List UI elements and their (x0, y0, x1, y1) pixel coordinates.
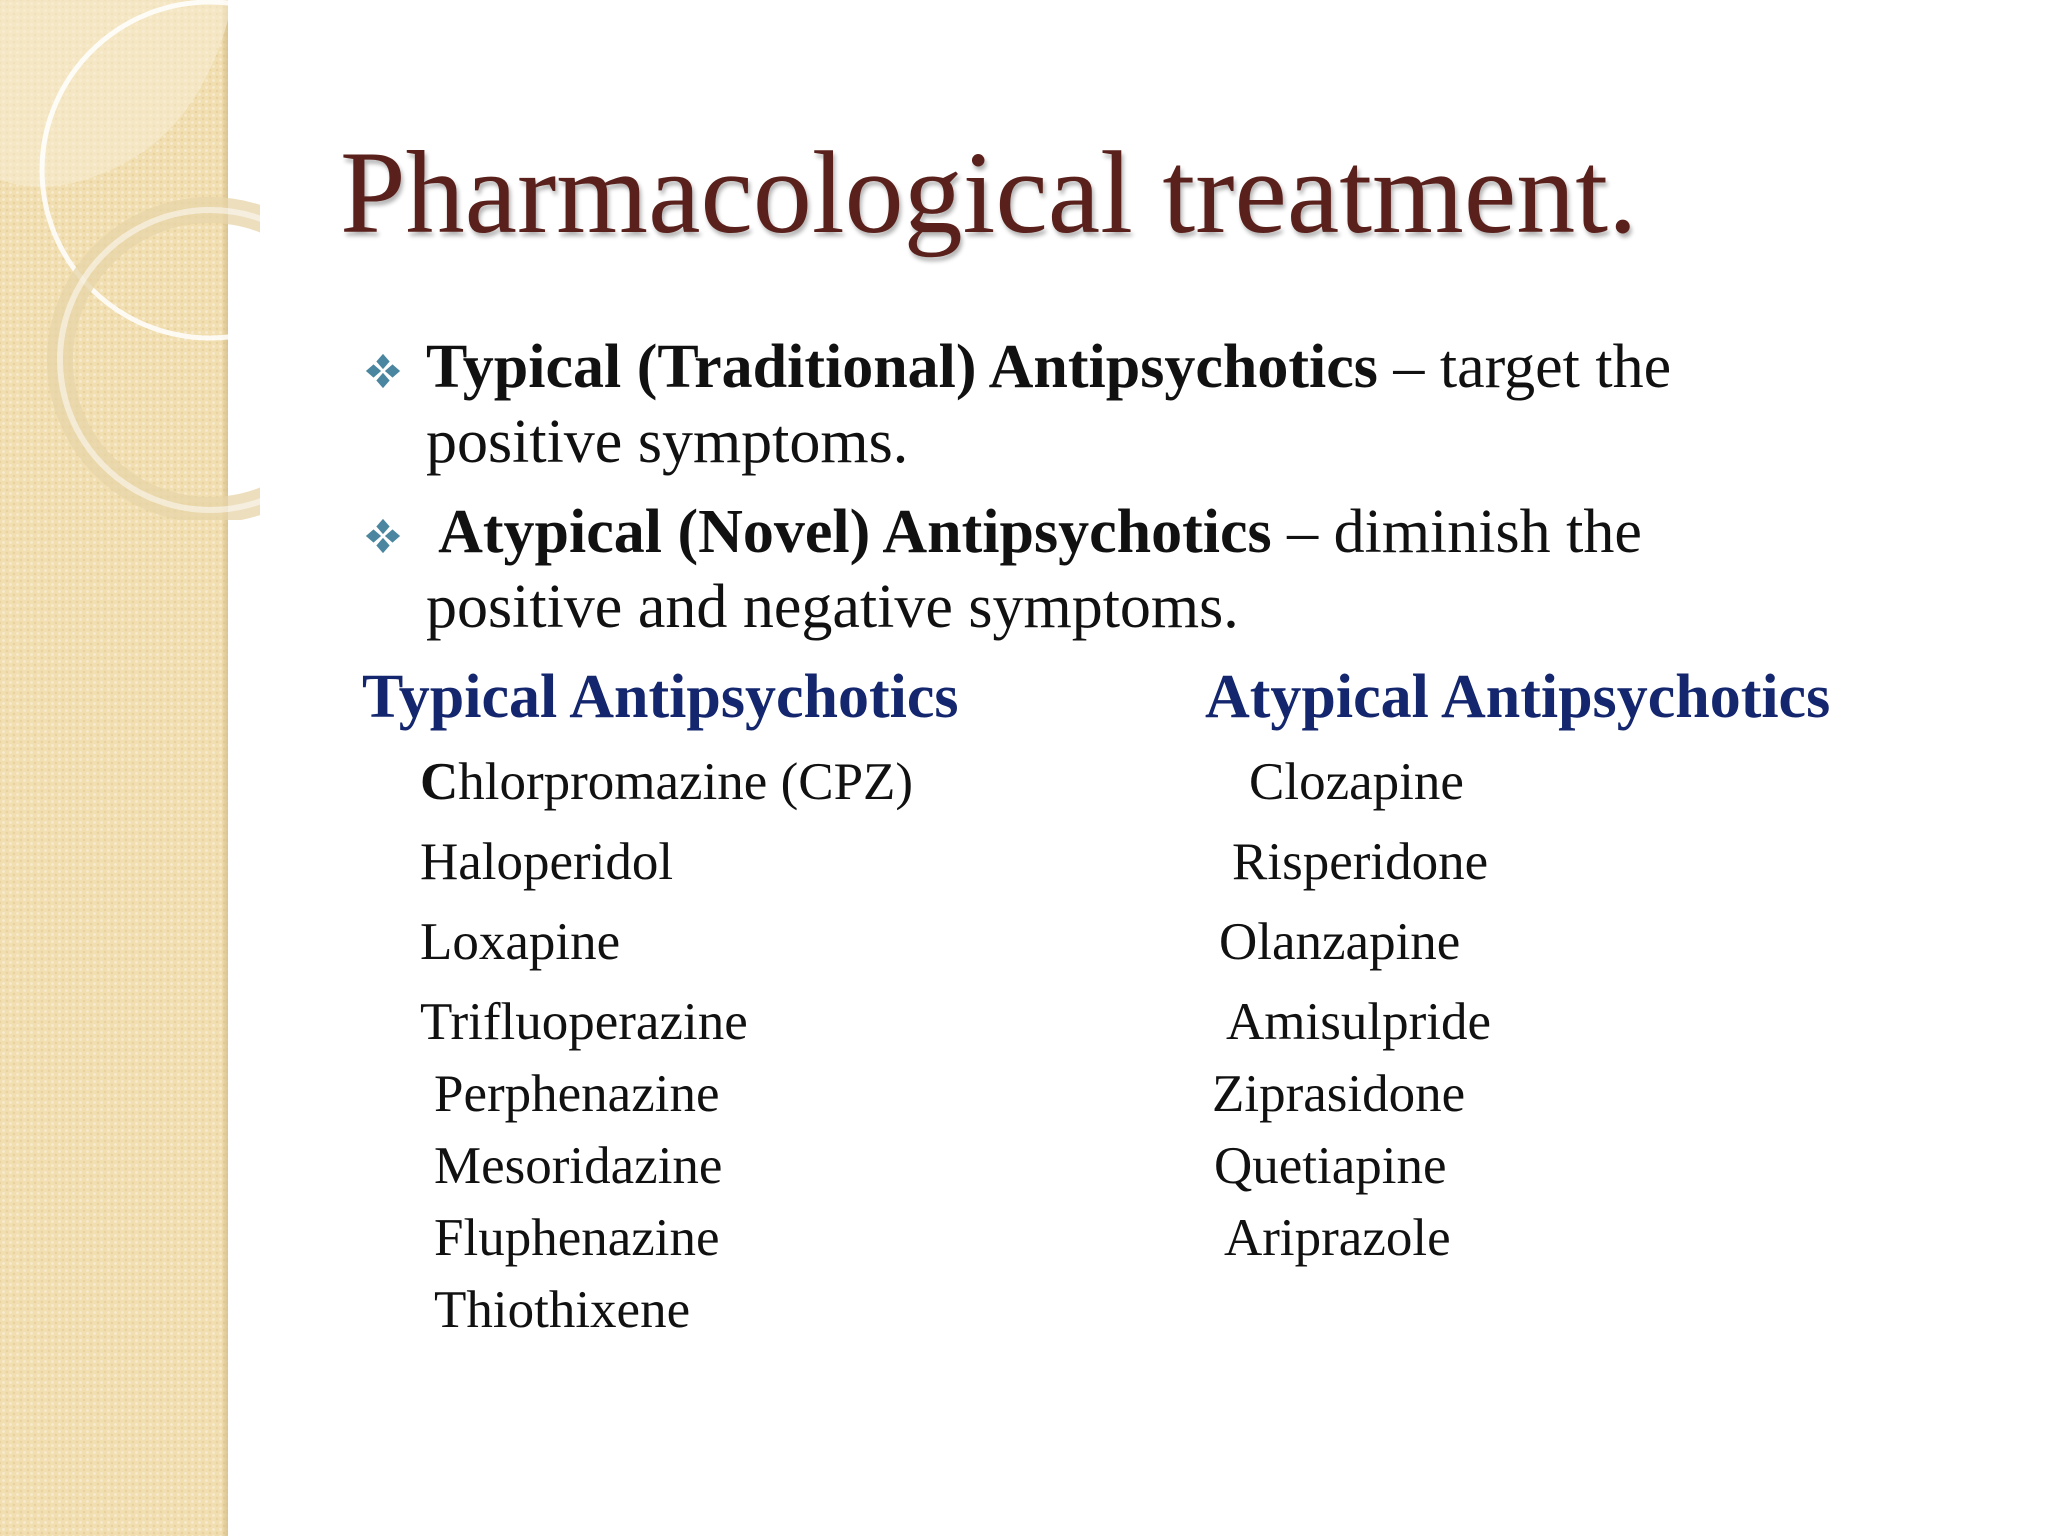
typical-drug-item: Thiothixene (434, 1281, 691, 1339)
bullet-atypical-desc: – diminish the (1271, 498, 1642, 566)
typical-drug-item: Trifluoperazine (420, 993, 748, 1051)
typical-antipsychotics-heading: Typical Antipsychotics (362, 663, 959, 731)
atypical-drug-item: Risperidone (1232, 833, 1489, 891)
typical-drug-item: Haloperidol (420, 833, 674, 891)
typical-drug-item: Perphenazine (434, 1065, 720, 1123)
typical-drug-item: Fluphenazine (434, 1209, 720, 1267)
typical-drug-item: Mesoridazine (434, 1137, 723, 1195)
bullet-typical-desc: – target the (1377, 333, 1672, 401)
bullet-typical-continuation: positive symptoms. (426, 408, 909, 476)
typical-drug-item (420, 752, 913, 812)
bullet-atypical-term: Atypical (Novel) Antipsychotics (426, 498, 1272, 566)
atypical-drug-item: Olanzapine (1219, 913, 1461, 971)
bullet-atypical-continuation: positive and negative symptoms. (426, 573, 1239, 641)
typical-drug-initial: C (420, 753, 459, 811)
bullet-typical-term: Typical (Traditional) Antipsychotics (426, 333, 1378, 401)
atypical-drug-item: Amisulpride (1226, 993, 1491, 1051)
atypical-antipsychotics-heading: Atypical Antipsychotics (1205, 663, 1831, 731)
atypical-drug-item: Ariprazole (1224, 1209, 1451, 1267)
slide-title: Pharmacological treatment. (340, 127, 1638, 258)
typical-drug-rest: hlorpromazine (CPZ) (458, 753, 914, 811)
typical-drug-item: Loxapine (420, 913, 621, 971)
atypical-drug-item: Ziprasidone (1212, 1065, 1466, 1123)
atypical-drug-item: Clozapine (1249, 753, 1464, 811)
atypical-drug-item: Quetiapine (1214, 1137, 1447, 1195)
